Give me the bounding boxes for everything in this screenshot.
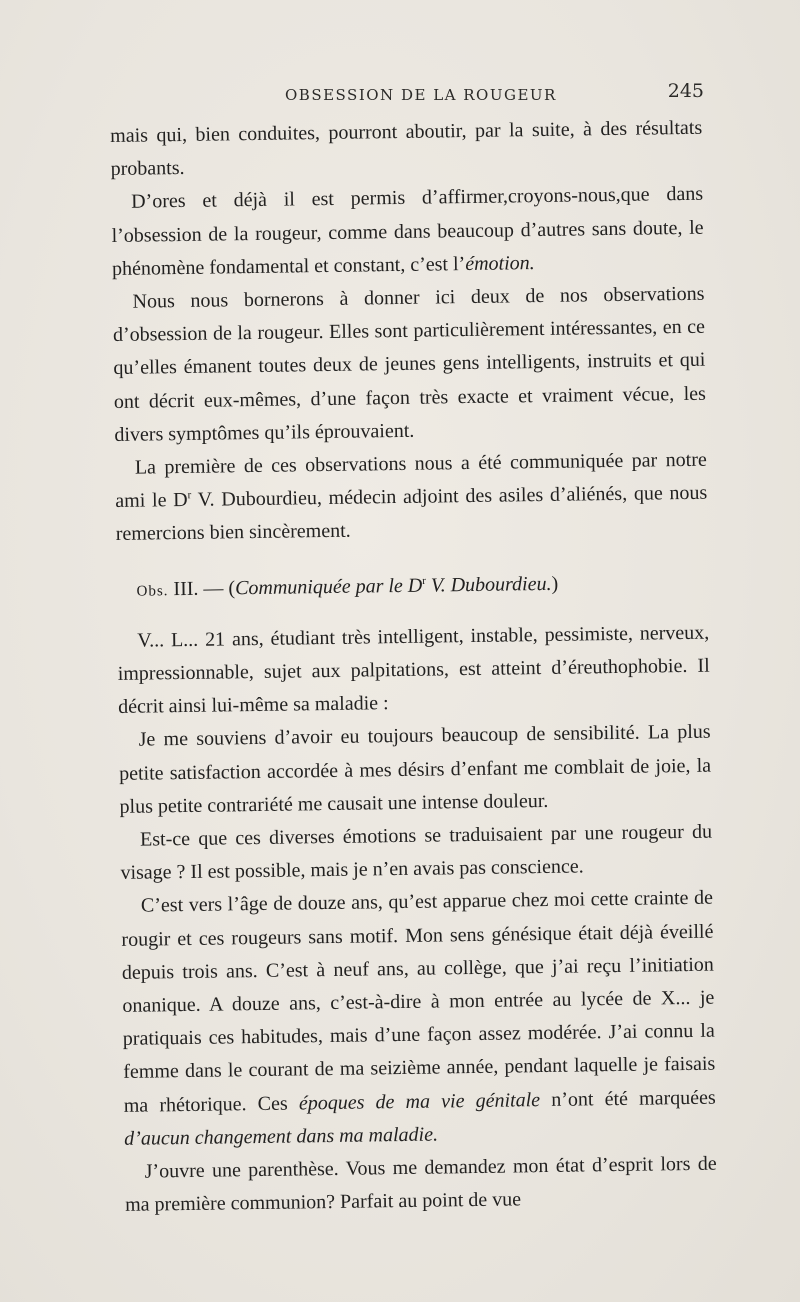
observation-heading: Obs. III. — (Communiquée par le $D^r$ V. Dubourdieu.) bbox=[136, 572, 559, 600]
paragraph-emotion: D’ores et déjà il est permis d’affirmer,croyons-nous,que dans l’obsession de la rougeur, comme dans beaucoup d’autres sans doute, le phénomène fondamental et constant, c’est l’émotion. bbox=[111, 183, 704, 280]
paragraph-observations: Nous nous bornerons à donner ici deux de nos observations d’obsession de la rougeur. Elles sont particulièrement intéressantes, en ce qu’elles émanent toutes deux de jeunes gens intelligents, instruits et qui ont décrit eux-mêmes, d’une façon très exacte et vraiment vécue, les divers symptômes qu’ils éprouvaient. bbox=[112, 282, 707, 446]
paragraph-parenthesis: J’ouvre une parenthèse. Vous me demandez mon état d’esprit lors de ma première communion? Parfait au point de vue bbox=[124, 1152, 717, 1217]
superscript: r bbox=[187, 489, 192, 502]
obs-label: Obs. bbox=[136, 582, 169, 600]
paragraph-continuation: mais qui, bien conduites, pourront aboutir, par la suite, à des résultats probants. bbox=[110, 116, 703, 181]
paragraph-sensibility: Je me souviens d’avoir eu toujours beaucoup de sensibilité. La plus petite satisfaction accordée à mes désirs d’enfant me comblait de joie, la plus petite contrariété me causait une intense douleur. bbox=[118, 721, 712, 818]
paragraph-first-observation: La première de ces observations nous a été communiquée par notre ami le $D^r$ V. Dubourdieu, médecin adjoint des asiles d’aliénés, que nous remercions bien sincèrement. bbox=[115, 448, 708, 546]
page-header bbox=[110, 80, 710, 110]
running-title: OBSESSION DE LA ROUGEUR bbox=[285, 86, 557, 104]
body-text bbox=[110, 112, 717, 1223]
paragraph-emotions: Est-ce que ces diverses émotions se traduisaient par une rougeur du visage ? Il est possible, mais je n’en avais pas conscience. bbox=[120, 820, 713, 885]
page-number: 245 bbox=[667, 80, 704, 102]
emphasis-emotion: émotion. bbox=[465, 251, 535, 275]
paragraph-patient: V... L... 21 ans, étudiant très intelligent, instable, pessimiste, nerveux, impressionnable, sujet aux palpitations, est atteint d’éreuthophobie. Il décrit ainsi lui-même sa maladie : bbox=[117, 621, 710, 719]
paragraph-onset: C’est vers l’âge de douze ans, qu’est apparue chez moi cette crainte de rougir et ces rougeurs sans motif. Mon sens génésique était déjà éveillé depuis trois ans. C’est à neuf ans, au collège, que j’ai reçu l’initiation onanique. A douze ans, c’est-à-dire à mon entrée au lycée de X... je pratiquais ces habitudes, mais d’une façon assez modérée. J’ai connu la femme dans le courant de ma seizième année, pendant laquelle je faisais ma rhétorique. Ces époques de ma vie génitale n’ont été marquées d’aucun changement dans ma maladie. bbox=[121, 887, 716, 1150]
